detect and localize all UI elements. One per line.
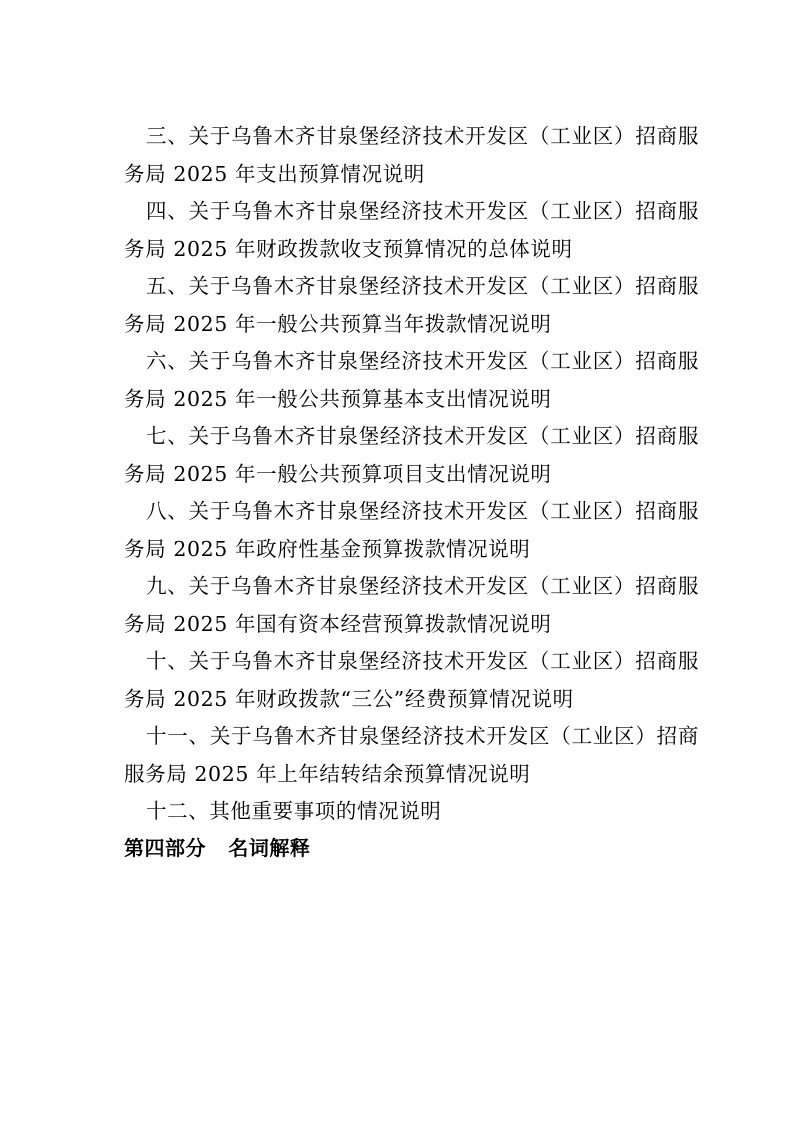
toc-item-10: 十、关于乌鲁木齐甘泉堡经济技术开发区（工业区）招商服务局 2025 年财政拨款“三公”经费预算情况说明 [124, 649, 699, 711]
toc-item-4: 四、关于乌鲁木齐甘泉堡经济技术开发区（工业区）招商服务局 2025 年财政拨款收支预算情况的总体说明 [124, 199, 699, 261]
toc-content [124, 118, 699, 865]
toc-item-8: 八、关于乌鲁木齐甘泉堡经济技术开发区（工业区）招商服务局 2025 年政府性基金预算拨款情况说明 [124, 499, 699, 561]
toc-item-7: 七、关于乌鲁木齐甘泉堡经济技术开发区（工业区）招商服务局 2025 年一般公共预算项目支出情况说明 [124, 424, 699, 486]
toc-item-9: 九、关于乌鲁木齐甘泉堡经济技术开发区（工业区）招商服务局 2025 年国有资本经营预算拨款情况说明 [124, 574, 699, 636]
section-heading: 第四部分 名词解释 [124, 835, 311, 860]
toc-item-3: 三、关于乌鲁木齐甘泉堡经济技术开发区（工业区）招商服务局 2025 年支出预算情况说明 [124, 124, 699, 186]
toc-item-5: 五、关于乌鲁木齐甘泉堡经济技术开发区（工业区）招商服务局 2025 年一般公共预算当年拨款情况说明 [124, 274, 699, 336]
toc-item-11: 十一、关于乌鲁木齐甘泉堡经济技术开发区（工业区）招商服务局 2025 年上年结转结余预算情况说明 [124, 724, 699, 786]
toc-item-6: 六、关于乌鲁木齐甘泉堡经济技术开发区（工业区）招商服务局 2025 年一般公共预算基本支出情况说明 [124, 349, 699, 411]
toc-item-12: 十二、其他重要事项的情况说明 [146, 799, 442, 823]
